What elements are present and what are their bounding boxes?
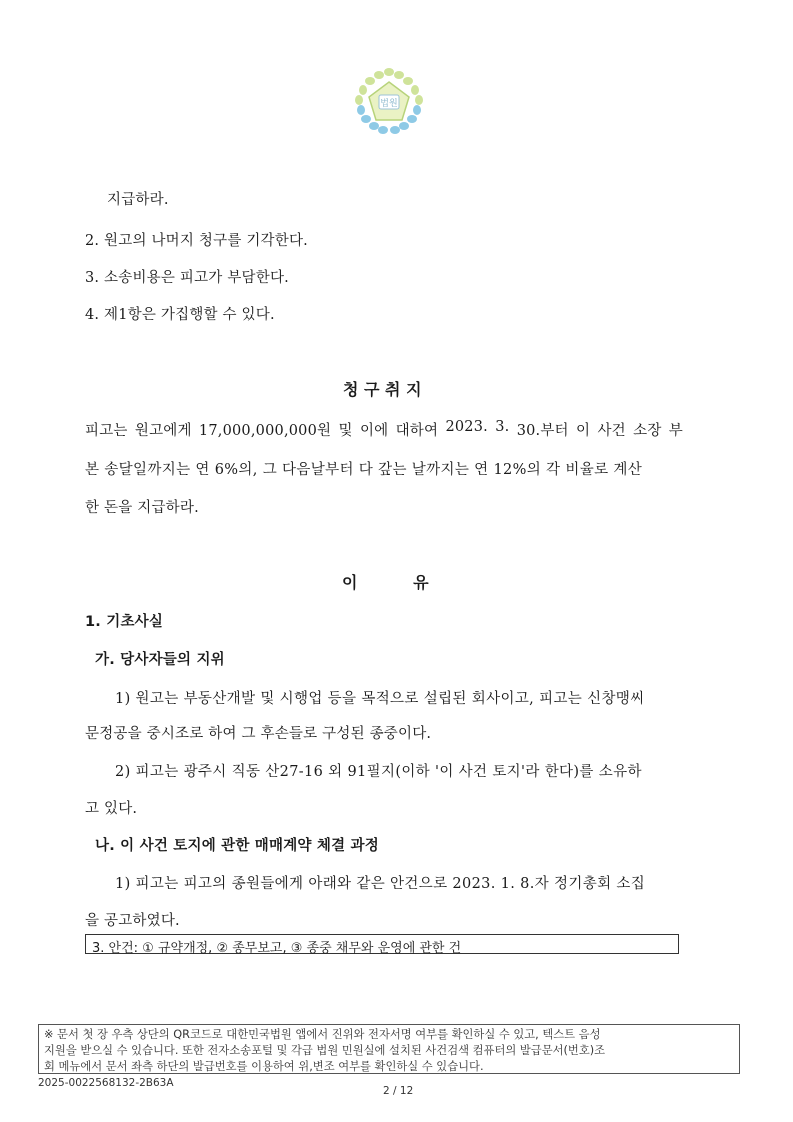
seal-text: 법원	[380, 99, 398, 109]
order-item-4: 4. 제1항은 가집행할 수 있다.	[85, 307, 275, 323]
page-number: 2 / 12	[383, 1085, 414, 1097]
document-issue-number: 2025-0022568132-2B63A	[38, 1077, 174, 1089]
para-a2-line-2: 고 있다.	[85, 801, 138, 817]
section-1-title: 1. 기초사실	[85, 614, 164, 630]
para-a1-line-2: 문정공을 중시조로 하여 그 후손들로 구성된 종중이다.	[85, 726, 432, 742]
claim-line-2: 본 송달일까지는 연 6%의, 그 다음날부터 다 갚는 날까지는 연 12%의 각 비율로 계산	[85, 462, 643, 478]
order-item-2: 2. 원고의 나머지 청구를 기각한다.	[85, 233, 308, 249]
order-item-3: 3. 소송비용은 피고가 부담한다.	[85, 270, 289, 286]
claim-line-1: 피고는 원고에게 17,000,000,000원 및 이에 대하여 2023. 3. 30.부터 이 사건 소장 부	[85, 419, 683, 439]
para-b1-line-1: 1) 피고는 피고의 종원들에게 아래와 같은 안건으로 2023. 1. 8.자 정기총회 소집	[115, 876, 646, 892]
para-b1-line-2: 을 공고하였다.	[85, 913, 180, 929]
para-a2-line-1: 2) 피고는 광주시 직동 산27-16 외 91필지(이하 '이 사건 토지'라 한다)를 소유하	[115, 764, 642, 780]
para-a1-line-1: 1) 원고는 부동산개발 및 시행업 등을 목적으로 설립된 회사이고, 피고는 신창맹씨	[115, 691, 645, 707]
claim-line-3: 한 돈을 지급하라.	[85, 500, 199, 516]
verification-notice	[38, 1024, 740, 1074]
court-seal-logo	[352, 66, 426, 136]
notice-line-3: 회 메뉴에서 문서 좌측 하단의 발급번호를 이용하여 위,변조 여부를 확인하실 수 있습니다.	[44, 1060, 484, 1073]
agenda-box: 3. 안건: ① 규약개정, ② 종무보고, ③ 종중 채무와 운영에 관한 건	[85, 934, 679, 954]
subsection-a-title: 가. 당사자들의 지위	[95, 652, 225, 668]
claim-heading: 청 구 취 지	[343, 380, 422, 399]
notice-line-1: ※ 문서 첫 장 우측 상단의 QR코드로 대한민국법원 앱에서 진위와 전자서명 여부를 확인하실 수 있고, 텍스트 음성	[44, 1028, 601, 1041]
reasons-heading: 이 유	[342, 573, 429, 592]
notice-line-2: 지원을 받으실 수 있습니다. 또한 전자소송포털 및 각급 법원 민원실에 설치된 사건검색 컴퓨터의 발급문서(번호)조	[44, 1044, 606, 1057]
subsection-b-title: 나. 이 사건 토지에 관한 매매계약 체결 과정	[95, 838, 379, 854]
order-continuation-line: 지급하라.	[107, 192, 169, 208]
